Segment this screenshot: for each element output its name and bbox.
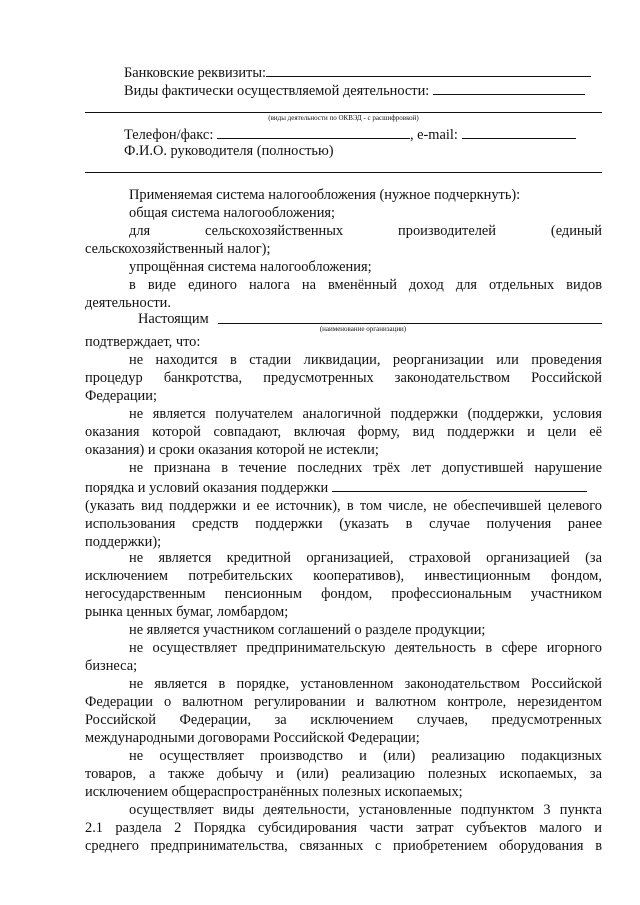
list-item [85, 405, 602, 459]
director-field-line[interactable] [85, 172, 602, 173]
tax-intro: Применяемая система налогообложения (нужное подчеркнуть): [129, 187, 521, 203]
list-item-text: процедур банкротства, предусмотренных законодательством Российской [85, 370, 602, 386]
list-item-text: не признана в течение последних трёх лет допустившей нарушение [129, 460, 602, 476]
activity-label: Виды фактически осуществляемой деятельности: [124, 83, 430, 99]
list-item-text: не является получателем аналогичной поддержки (поддержки, условия [129, 406, 602, 422]
list-item-text: не находится в стадии ликвидации, реорганизации или проведения [129, 352, 602, 368]
list-item-text: товаров, а также добычу и (или) реализацию полезных ископаемых, за [85, 766, 602, 782]
agri-word: сельскохозяйственных [205, 223, 344, 239]
okved-caption: (виды деятельности по ОКВЭД - с расшифровкой) [268, 114, 419, 122]
list-item-text: не осуществляет предпринимательскую деятельность в сфере игорного [129, 640, 602, 656]
phone-row [124, 124, 576, 144]
org-name-field[interactable] [218, 323, 602, 324]
agri-word: (единый [550, 223, 602, 239]
list-item [85, 801, 602, 855]
tax-option-agri[interactable] [129, 222, 602, 240]
list-item-text: порядка и условий оказания поддержки [85, 480, 329, 496]
list-item-text: рынка ценных бумаг, ломбардом; [85, 604, 289, 620]
hereby-row [138, 310, 209, 328]
list-item-text: международными договорами Российской Федерации; [85, 730, 420, 746]
list-item-text: не осуществляет производство и (или) реализацию подакцизных [129, 748, 602, 764]
support-type-field[interactable] [332, 477, 587, 492]
activity-row [124, 80, 585, 100]
list-item-text: осуществляет виды деятельности, установленные подпунктом 3 пункта [129, 802, 602, 818]
list-item-text: поддержки); [85, 534, 162, 550]
agri-word: для [129, 223, 151, 239]
director-row [124, 142, 334, 160]
list-item-text: 2.1 раздела 2 Порядка субсидирования части затрат субъектов малого и [85, 820, 602, 836]
email-label: , e-mail: [409, 127, 458, 143]
phone-field[interactable] [217, 124, 410, 139]
list-item [85, 351, 602, 405]
bank-details-field[interactable] [266, 62, 591, 77]
list-item-text: оказания которой совпадают, включая форму, вид поддержки и цели её [85, 424, 602, 440]
list-item-text: использования средств поддержки (указать в случае получения ранее [85, 516, 602, 532]
email-field[interactable] [462, 124, 576, 139]
list-item-text: бизнеса; [85, 658, 138, 674]
confirms-line: подтверждает, что: [85, 334, 201, 350]
list-item-text: не является в порядке, установленном законодательством Российской [129, 676, 602, 692]
list-item [85, 621, 602, 639]
bank-details-row [124, 62, 591, 82]
list-item-text: не является кредитной организацией, страховой организацией (за [129, 550, 602, 566]
list-item-text: негосударственным пенсионным фондом, профессиональным участником [85, 586, 602, 602]
tax-option-agri-tail: сельскохозяйственный налог); [85, 241, 271, 257]
list-item [85, 549, 602, 621]
agri-word: производителей [398, 223, 496, 239]
list-item-text: Федерации о валютном регулировании и валютном контроле, нерезидентом [85, 694, 602, 710]
list-item [85, 747, 602, 801]
list-item-text: не является участником соглашений о разделе продукции; [129, 622, 486, 638]
list-item [85, 675, 602, 747]
activity-field-inline[interactable] [433, 80, 585, 95]
tax-option-envd-tail: деятельности. [85, 295, 171, 311]
support-row [85, 477, 602, 497]
director-label: Ф.И.О. руководителя (полностью) [124, 143, 334, 159]
tax-option-general[interactable]: общая система налогообложения; [129, 205, 336, 221]
list-item-text: Федерации; [85, 388, 157, 404]
list-item [85, 459, 602, 551]
org-caption: (наименование организации) [319, 325, 407, 333]
list-item-text: исключением потребительских кооперативов), инвестиционным фондом, [85, 568, 602, 584]
tax-option-envd-text: в виде единого налога на вменённый доход для отдельных видов [129, 277, 602, 293]
phone-label: Телефон/факс: [124, 127, 214, 143]
tax-option-envd[interactable] [129, 276, 602, 294]
hereby-label: Настоящим [138, 311, 209, 327]
list-item-text: (указать вид поддержки и ее источник), в том числе, не обеспечившей целевого [85, 498, 602, 514]
activity-field-line[interactable] [85, 112, 602, 113]
list-item-text: исключением общераспространённых полезных ископаемых; [85, 784, 463, 800]
list-item-text: среднего предпринимательства, связанных с приобретением оборудования в [85, 838, 602, 854]
list-item [85, 639, 602, 675]
list-item-text: Российской Федерации, за исключением случаев, предусмотренных [85, 712, 602, 728]
bank-details-label: Банковские реквизиты: [124, 65, 266, 81]
list-item-text: оказания) и сроки оказания которой не истекли; [85, 442, 379, 458]
tax-option-simplified[interactable]: упрощённая система налогообложения; [129, 259, 372, 275]
